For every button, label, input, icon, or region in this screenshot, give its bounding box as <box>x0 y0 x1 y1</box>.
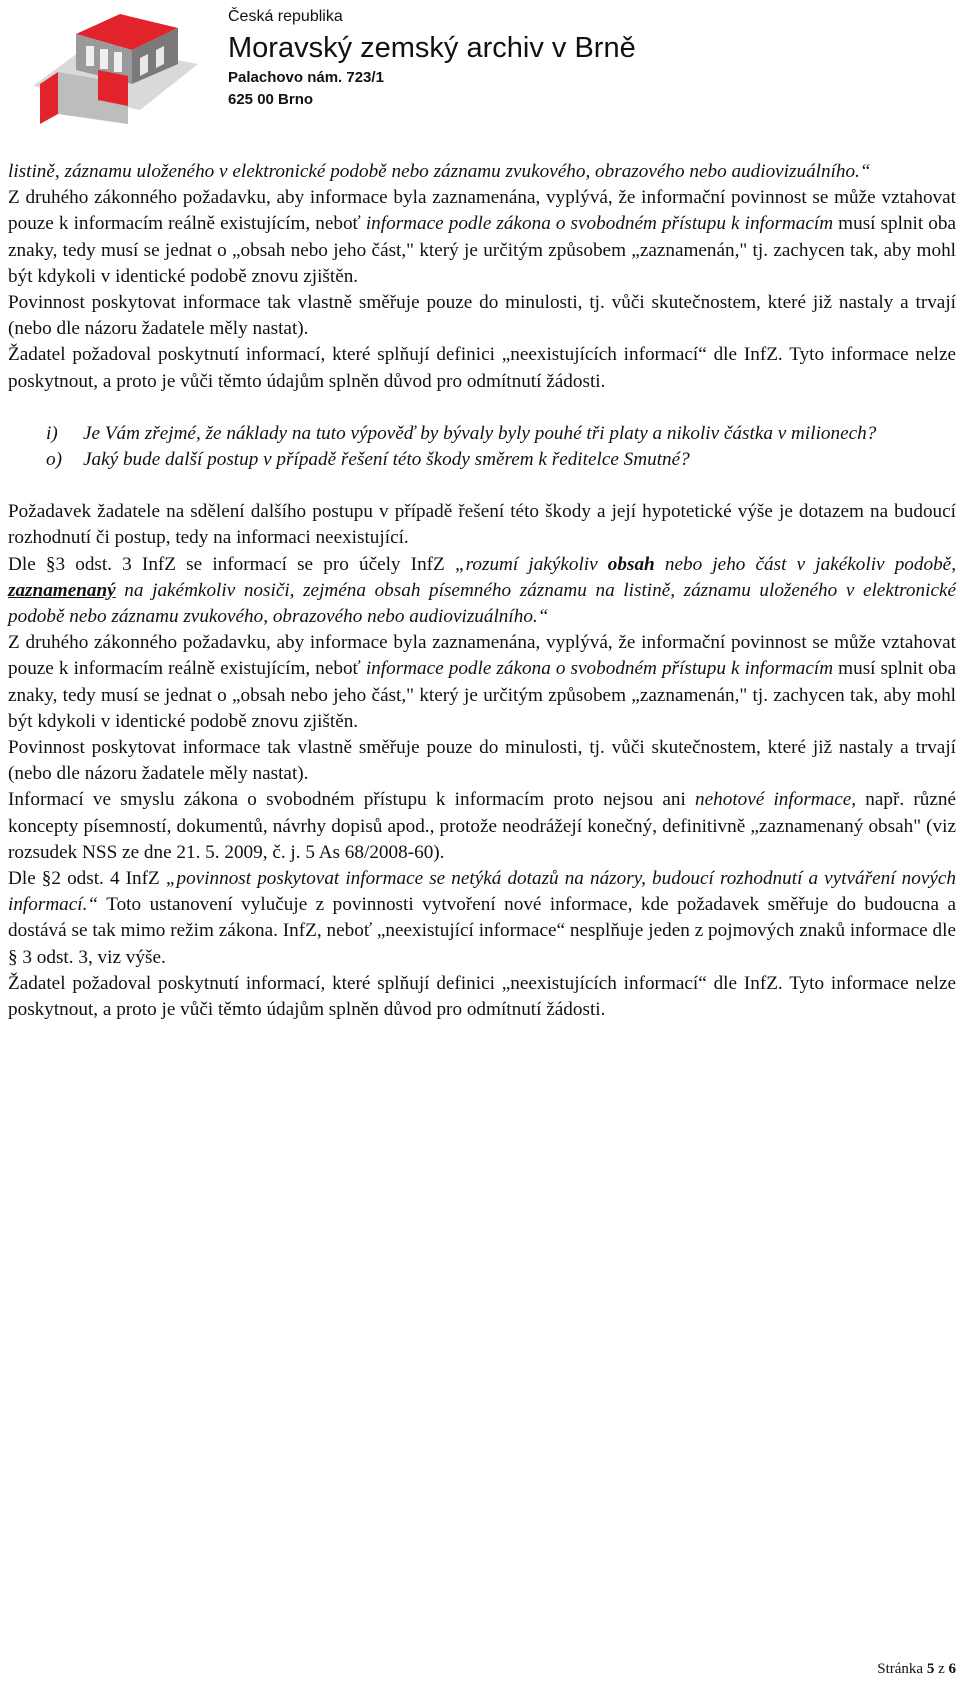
address-city: 625 00 Brno <box>228 91 314 108</box>
country-name: Česká republika <box>228 8 343 25</box>
paragraph: listině, záznamu uloženého v elektronické podobě nebo záznamu zvukového, obrazového nebo audiovizuálního.“ <box>8 161 871 182</box>
paragraph: Požadavek žadatele na sdělení dalšího postupu v případě řešení této škody a její hypotetické výše je dotazem na budoucí rozhodnutí či postup, tedy na informaci neexistující. <box>8 501 956 549</box>
question-list <box>8 421 956 473</box>
letterhead <box>0 0 960 130</box>
paragraph: Informací ve smyslu zákona o svobodném přístupu k informacím proto nejsou ani nehotové informace, např. různé koncepty písemností, dokumentů, návrhy dopisů apod., protože neodrážejí konečný, definitivně „zaznamenaný obsah" (viz rozsudek NSS ze dne 21. 5. 2009, č. j. 5 As 68/2008-60). <box>8 789 956 863</box>
page-number: Stránka 5 z 6 <box>877 1661 956 1677</box>
paragraph: Povinnost poskytovat informace tak vlastně směřuje pouze do minulosti, tj. vůči skutečnostem, které již nastaly a trvají (nebo dle názoru žadatele měly nastat). <box>8 292 956 340</box>
archive-building-logo-icon <box>28 6 203 128</box>
paragraph: Žadatel požadoval poskytnutí informací, které splňují definici „neexistujících informací“ dle InfZ. Tyto informace nelze poskytnout, a proto je vůči těmto údajům splněn důvod pro odmítnutí žádosti. <box>8 344 956 392</box>
document-body <box>8 159 956 1023</box>
paragraph: Povinnost poskytovat informace tak vlastně směřuje pouze do minulosti, tj. vůči skutečnostem, které již nastaly a trvají (nebo dle názoru žadatele měly nastat). <box>8 737 956 785</box>
organization-name: Moravský zemský archiv v Brně <box>228 32 636 64</box>
list-item: i) Je Vám zřejmé, že náklady na tuto výpověď by bývaly byly pouhé tři platy a nikoliv částka v milionech? <box>46 422 877 444</box>
address-street: Palachovo nám. 723/1 <box>228 69 384 86</box>
paragraph: Dle §2 odst. 4 InfZ „povinnost poskytovat informace se netýká dotazů na názory, budoucí rozhodnutí a vytváření nových informací.“ Toto ustanovení vylučuje z povinnosti vytvoření nové informace, kde požadavek směřuje do budoucna a dostává se tak mimo režim zákona. InfZ, neboť „neexistující informace“ nesplňuje jeden z pojmových znaků informace dle § 3 odst. 3, viz výše. <box>8 868 956 968</box>
paragraph: Dle §3 odst. 3 InfZ se informací se pro účely InfZ „rozumí jakýkoliv obsah nebo jeho část v jakékoliv podobě, zaznamenaný na jakémkoliv nosiči, zejména obsah písemného záznamu na listině, záznamu uloženého v elektronické podobě nebo záznamu zvukového, obrazového nebo audiovizuálního.“ <box>8 553 956 628</box>
paragraph: Z druhého zákonného požadavku, aby informace byla zaznamenána, vyplývá, že informační povinnost se může vztahovat pouze k informacím reálně existujícím, neboť informace podle zákona o svobodném přístupu k informacím musí splnit oba znaky, tedy musí se jednat o „obsah nebo jeho část," který je určitým způsobem „zaznamenán," tj. zachycen tak, aby mohl být kdykoli v identické podobě znovu zjištěn. <box>8 187 957 287</box>
paragraph: Z druhého zákonného požadavku, aby informace byla zaznamenána, vyplývá, že informační povinnost se může vztahovat pouze k informacím reálně existujícím, neboť informace podle zákona o svobodném přístupu k informacím musí splnit oba znaky, tedy musí se jednat o „obsah nebo jeho část," který je určitým způsobem „zaznamenán," tj. zachycen tak, aby mohl být kdykoli v identické podobě znovu zjištěn. <box>8 632 957 732</box>
organization-block <box>228 6 636 111</box>
list-item: o) Jaký bude další postup v případě řešení této škody směrem k ředitelce Smutné? <box>46 449 690 471</box>
paragraph: Žadatel požadoval poskytnutí informací, které splňují definici „neexistujících informací“ dle InfZ. Tyto informace nelze poskytnout, a proto je vůči těmto údajům splněn důvod pro odmítnutí žádosti. <box>8 972 956 1021</box>
